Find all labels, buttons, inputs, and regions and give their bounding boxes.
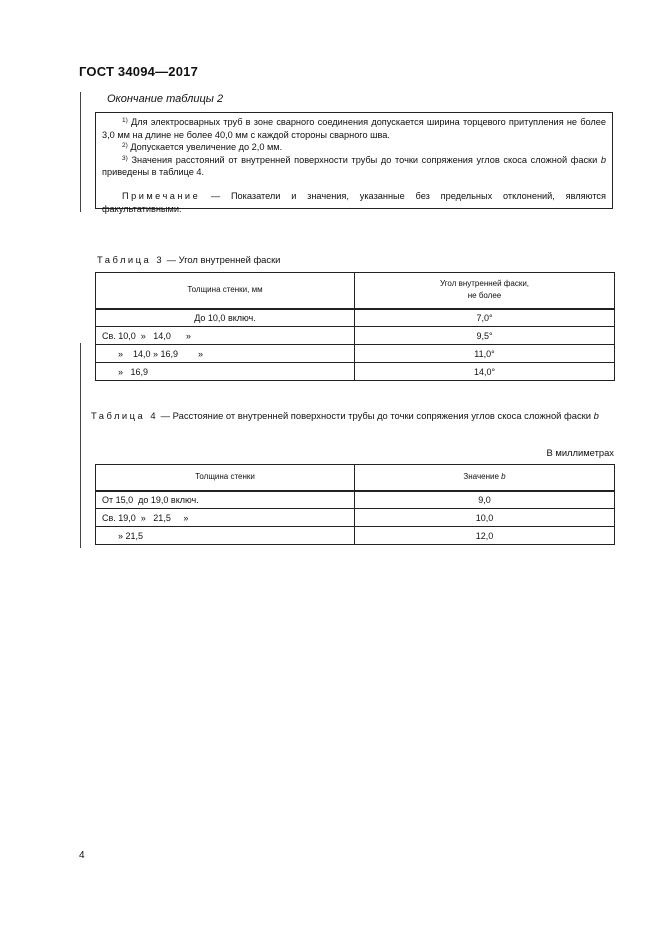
table4-caption [91,410,614,423]
table4-value-cell: 9,0 [355,491,615,509]
table4-thickness-cell: От 15,0 до 19,0 включ. [96,491,355,509]
table-row [96,309,615,327]
footnote-1-text: Для электросварных труб в зоне сварного соединения допускается ширина торцевого притупления не более 3,0 мм на длине не более 40,0 мм с каждой стороны сварного шва. [102,117,606,140]
table3-angle-cell: 11,0° [355,345,615,363]
footnote-3-text-a: Значения расстояний от внутренней поверхности трубы до точки сопряжения углов скоса сложной фаски [131,154,601,165]
table3-thickness-cell: До 10,0 включ. [96,309,355,327]
table3 [95,272,615,381]
revision-bar-bottom [80,343,81,548]
table3-caption-text: — Угол внутренней фаски [164,254,281,265]
footnote-3-text-b: приведены в таблице 4. [102,167,205,178]
table4-col2-variable: b [501,472,506,482]
footnote-3 [102,154,606,179]
table3-angle-cell: 14,0° [355,363,615,381]
table3-header-row [96,273,615,309]
table-row [96,509,615,527]
table3-thickness-cell: Св. 10,0 » 14,0 » [96,327,355,345]
table3-col1-header: Толщина стенки, мм [96,273,355,309]
table4-unit: В миллиметрах [546,447,614,458]
note-label: Примечание [122,190,201,201]
page-number: 4 [79,850,85,861]
table4-caption-text: — Расстояние от внутренней поверхности трубы до точки сопряжения углов скоса сложной фаски [158,410,594,421]
table3-thickness-cell: » 14,0 » 16,9 » [96,345,355,363]
document-header: ГОСТ 34094—2017 [79,64,198,79]
note-text: — Показатели и значения, указанные без предельных отклонений, являются факультативными. [102,190,606,214]
table4-value-cell: 12,0 [355,527,615,545]
table2-footnotes [95,112,613,214]
footnote-2-text: Допускается увеличение до 2,0 мм. [130,142,283,153]
table4-caption-variable: b [593,410,599,421]
table3-thickness-cell: » 16,9 [96,363,355,381]
table-row [96,327,615,345]
table3-angle-cell: 9,5° [355,327,615,345]
table4-col2-header [355,465,615,491]
footnote-2 [102,141,606,154]
table4-thickness-cell: Св. 19,0 » 21,5 » [96,509,355,527]
footnote-1 [102,116,606,141]
table4-col1-header: Толщина стенки [96,465,355,491]
table4-thickness-cell: » 21,5 [96,527,355,545]
table4 [95,464,615,545]
revision-bar-top [80,92,81,212]
table3-caption-label: Таблица 3 [97,254,165,265]
table4-caption-label: Таблица 4 [91,410,159,421]
table-row [96,363,615,381]
footnote-2-mark: 2) [122,142,128,150]
table4-header-row [96,465,615,491]
table3-col2-header-line2: не более [467,291,502,301]
table-row [96,491,615,509]
table4-value-cell: 10,0 [355,509,615,527]
table3-col2-header [355,273,615,309]
footnote-3-variable: b [600,154,606,165]
table3-col2-header-line1: Угол внутренней фаски, [439,279,530,289]
table-note [102,190,606,215]
table-row [96,527,615,545]
table3-angle-cell: 7,0° [355,309,615,327]
table4-col2-header-text: Значение [463,472,502,482]
continuation-title: Окончание таблицы 2 [107,93,224,105]
footnote-3-mark: 3) [122,154,128,162]
table-row [96,345,615,363]
footnote-1-mark: 1) [122,117,128,124]
table3-caption [97,254,280,265]
